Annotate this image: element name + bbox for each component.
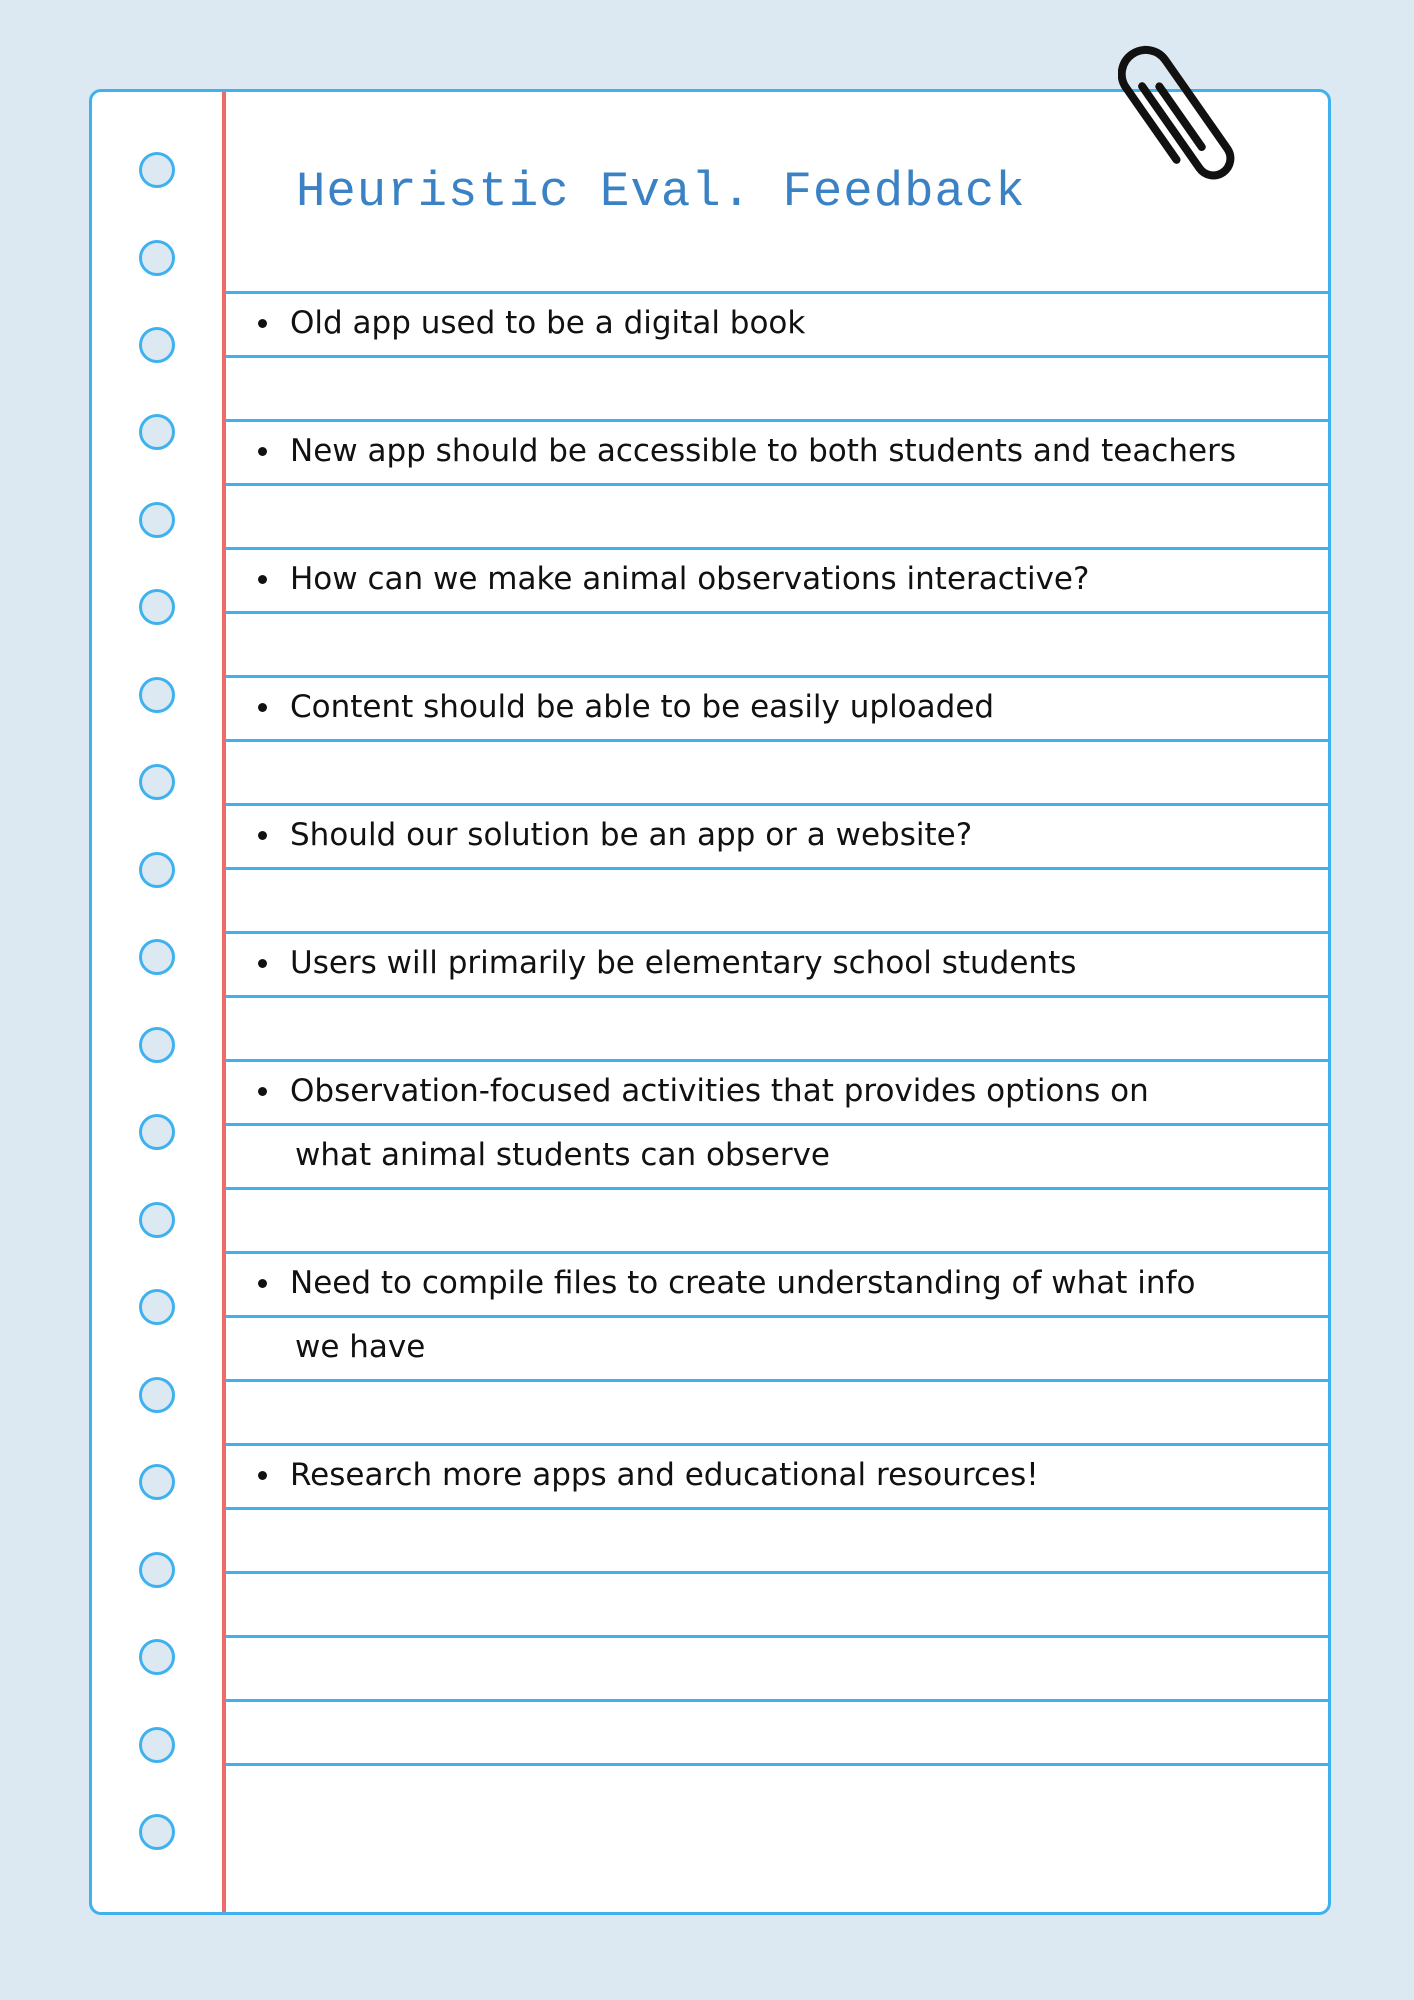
binder-ring-icon xyxy=(139,764,175,800)
note-text: How can we make animal observations interactive? xyxy=(290,561,1090,597)
binder-ring-icon xyxy=(139,327,175,363)
note-text: Observation-focused activities that provides options on xyxy=(290,1073,1149,1109)
note-text: Content should be able to be easily uploaded xyxy=(290,689,995,725)
note-text: Users will primarily be elementary school students xyxy=(290,945,1077,981)
binder-rings xyxy=(92,92,222,1912)
page-title: Heuristic Eval. Feedback xyxy=(296,164,1026,220)
list-item xyxy=(226,931,1328,995)
binder-ring-icon xyxy=(139,1464,175,1500)
note-text: Should our solution be an app or a website? xyxy=(290,817,973,853)
bullet-icon xyxy=(258,959,267,968)
binder-ring-icon xyxy=(139,414,175,450)
note-text: what animal students can observe xyxy=(295,1137,831,1173)
binder-ring-icon xyxy=(139,939,175,975)
list-item xyxy=(226,1059,1328,1123)
binder-ring-icon xyxy=(139,1027,175,1063)
binder-ring-icon xyxy=(139,1814,175,1850)
bullet-icon xyxy=(258,319,267,328)
note-text: we have xyxy=(295,1329,426,1365)
list-item xyxy=(226,1251,1328,1315)
note-text: Old app used to be a digital book xyxy=(290,305,806,341)
list-item xyxy=(226,419,1328,483)
bullet-icon xyxy=(258,1087,267,1096)
notebook-page xyxy=(89,89,1331,1915)
bullet-icon xyxy=(258,1471,267,1480)
bullet-icon xyxy=(258,447,267,456)
list-item xyxy=(226,1443,1328,1507)
list-item xyxy=(226,291,1328,355)
list-item xyxy=(226,547,1328,611)
list-item xyxy=(226,675,1328,739)
note-text: Research more apps and educational resources! xyxy=(290,1457,1039,1493)
binder-ring-icon xyxy=(139,240,175,276)
notes-list xyxy=(226,92,1328,1912)
binder-ring-icon xyxy=(139,1377,175,1413)
binder-ring-icon xyxy=(139,502,175,538)
binder-ring-icon xyxy=(139,1552,175,1588)
list-item xyxy=(226,803,1328,867)
binder-ring-icon xyxy=(139,852,175,888)
list-item-continuation xyxy=(226,1123,1328,1187)
binder-ring-icon xyxy=(139,152,175,188)
binder-ring-icon xyxy=(139,1727,175,1763)
note-text: Need to compile files to create understanding of what info xyxy=(290,1265,1196,1301)
binder-ring-icon xyxy=(139,1114,175,1150)
binder-ring-icon xyxy=(139,1289,175,1325)
binder-ring-icon xyxy=(139,677,175,713)
binder-ring-icon xyxy=(139,1202,175,1238)
list-item-continuation xyxy=(226,1315,1328,1379)
bullet-icon xyxy=(258,575,267,584)
binder-ring-icon xyxy=(139,1639,175,1675)
note-text: New app should be accessible to both students and teachers xyxy=(290,433,1236,469)
bullet-icon xyxy=(258,703,267,712)
binder-ring-icon xyxy=(139,589,175,625)
bullet-icon xyxy=(258,1279,267,1288)
bullet-icon xyxy=(258,831,267,840)
paperclip-icon xyxy=(1118,40,1248,190)
